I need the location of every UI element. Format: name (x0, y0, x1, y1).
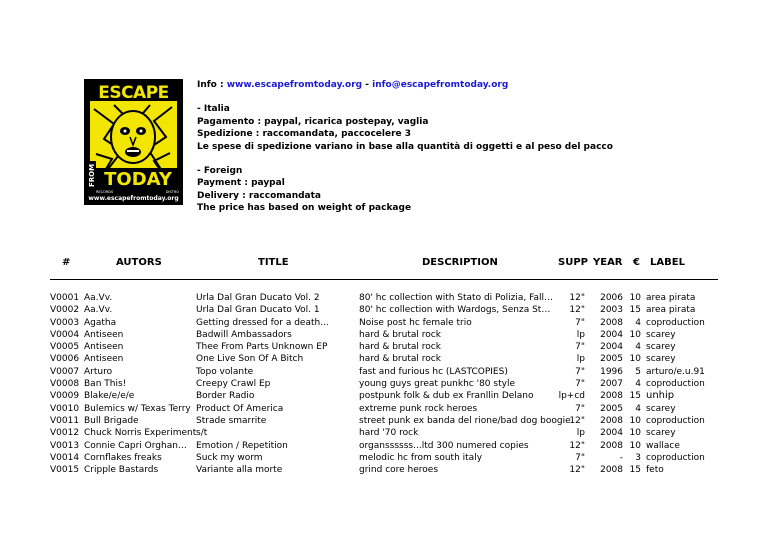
table-row (0, 440, 768, 452)
logo-from-text: FROM (88, 163, 96, 187)
table-row (0, 366, 768, 378)
row-id: V0011 (50, 415, 80, 426)
contact-line (197, 79, 613, 92)
row-id: V0009 (50, 391, 80, 402)
row-title: Urla Dal Gran Ducato Vol. 2 (196, 293, 320, 303)
row-autor: Blake/e/e/e (84, 391, 135, 402)
row-description: Noise post hc female trio (359, 317, 472, 328)
row-supp: lp+cd (558, 391, 585, 402)
row-id: V0007 (50, 366, 80, 377)
row-description: fast and furious hc (LASTCOPIES) (359, 366, 508, 377)
table-row (0, 292, 768, 304)
email-link[interactable]: info@escapefromtoday.org (372, 80, 509, 90)
row-id: V0001 (50, 293, 80, 303)
header-autors: AUTORS (116, 257, 162, 268)
row-description: young guys great punkhc '80 style (359, 379, 515, 390)
row-label: area pirata (646, 305, 696, 316)
table-row (0, 427, 768, 439)
escape-from-today-logo (84, 79, 183, 205)
row-year: 2008 (600, 317, 623, 328)
row-price: 3 (635, 452, 641, 463)
table-row (0, 415, 768, 427)
row-id: V0015 (50, 465, 80, 476)
header-title: TITLE (258, 257, 289, 268)
row-description: melodic hc from south italy (359, 452, 483, 463)
row-supp: 12" (569, 465, 585, 476)
row-supp: 7" (575, 452, 585, 463)
row-autor: Agatha (84, 317, 117, 328)
row-price: 15 (629, 465, 641, 476)
row-label: coproduction (646, 379, 705, 390)
row-year: 2006 (600, 293, 623, 303)
row-price: 4 (635, 403, 641, 414)
row-title: Emotion / Repetition (196, 440, 288, 451)
row-supp: 7" (575, 366, 585, 377)
row-description: postpunk folk & dub ex Franllin Delano (359, 391, 534, 402)
row-autor: Aa.Vv. (84, 293, 113, 303)
row-label: wallace (646, 440, 680, 451)
row-title: Strade smarrite (196, 415, 267, 426)
row-price: 4 (635, 379, 641, 390)
row-title: s/t (196, 428, 208, 439)
row-autor: Antiseen (84, 329, 124, 340)
row-id: V0003 (50, 317, 80, 328)
header-divider (50, 279, 718, 280)
row-title: Getting dressed for a death... (196, 317, 329, 328)
row-id: V0006 (50, 354, 80, 365)
row-label: area pirata (646, 293, 696, 303)
row-description: grind core heroes (359, 465, 439, 476)
row-label: scarey (646, 403, 676, 414)
row-year: 2008 (600, 465, 623, 476)
row-year: 2008 (600, 415, 623, 426)
row-title: Product Of America (196, 403, 284, 414)
header-num: # (62, 257, 71, 268)
row-title: Border Radio (196, 391, 255, 402)
row-autor: Antiseen (84, 342, 124, 353)
logo-distro-tag: DISTRO (165, 190, 179, 194)
row-price: 4 (635, 317, 641, 328)
row-autor: Bull Brigade (84, 415, 139, 426)
row-supp: 12" (569, 440, 585, 451)
row-title: Badwill Ambassadors (196, 329, 292, 340)
row-title: Topo volante (196, 366, 254, 377)
row-year: 2004 (600, 329, 623, 340)
catalog-table (0, 292, 768, 476)
foreign-payment: Payment : paypal (197, 178, 285, 188)
row-year: 2004 (600, 428, 623, 439)
row-description: 80' hc collection with Wardogs, Senza St… (359, 305, 551, 316)
table-row (0, 378, 768, 390)
row-year: 2008 (600, 440, 623, 451)
header-description: DESCRIPTION (422, 257, 498, 268)
logo-artwork (84, 79, 183, 205)
row-id: V0014 (50, 452, 80, 463)
row-label: scarey (646, 428, 676, 439)
contact-separator: - (362, 80, 373, 90)
row-id: V0013 (50, 440, 80, 451)
row-year: 2007 (600, 379, 623, 390)
row-price: 10 (629, 354, 641, 365)
row-autor: Connie Capri Orghan… (84, 440, 187, 451)
row-supp: lp (576, 329, 585, 340)
row-supp: lp (576, 428, 585, 439)
row-autor: Aa.Vv. (84, 305, 113, 316)
row-year: 2004 (600, 342, 623, 353)
row-autor: Antiseen (84, 354, 124, 365)
row-supp: 7" (575, 379, 585, 390)
row-year: 2008 (600, 391, 623, 402)
row-autor: Cornflakes freaks (84, 452, 162, 463)
row-autor: Chuck Norris Experiment (84, 428, 197, 439)
header-price: € (633, 257, 640, 268)
row-description: hard & brutal rock (359, 354, 441, 365)
row-label: coproduction (646, 317, 705, 328)
row-id: V0004 (50, 329, 80, 340)
row-id: V0010 (50, 403, 80, 414)
row-autor: Arturo (84, 366, 113, 377)
italy-payment: Pagamento : paypal, ricarica postepay, vaglia (197, 116, 429, 127)
row-supp: 12" (569, 305, 585, 316)
header-supp: SUPP (558, 257, 588, 268)
logo-url: www.escapefromtoday.org (88, 195, 179, 202)
row-title: Suck my worm (196, 452, 263, 463)
header-label: LABEL (650, 257, 685, 268)
logo-records-tag: RECORDS (96, 190, 114, 194)
row-price: 5 (635, 366, 641, 377)
header-year: YEAR (593, 257, 623, 268)
row-year: 2005 (600, 403, 623, 414)
row-year: - (619, 452, 623, 463)
row-description: hard & brutal rock (359, 329, 441, 340)
row-autor: Cripple Bastards (84, 465, 159, 476)
row-description: hard & brutal rock (359, 342, 441, 353)
row-title: Urla Dal Gran Ducato Vol. 1 (196, 305, 320, 316)
foreign-heading: - Foreign (197, 165, 243, 176)
row-supp: 7" (575, 342, 585, 353)
row-supp: 7" (575, 317, 585, 328)
logo-top-text: ESCAPE (98, 83, 169, 103)
row-title: Thee From Parts Unknown EP (196, 342, 328, 353)
row-description: extreme punk rock heroes (359, 403, 478, 414)
table-row (0, 403, 768, 415)
table-row (0, 452, 768, 464)
info-prefix: Info : (197, 80, 227, 90)
row-description: hard '70 rock (359, 428, 419, 439)
row-id: V0008 (50, 379, 80, 390)
row-title: Variante alla morte (196, 465, 283, 476)
row-label: coproduction (646, 452, 705, 463)
table-row (0, 341, 768, 353)
row-title: Creepy Crawl Ep (196, 379, 271, 390)
row-label: feto (646, 465, 664, 476)
row-year: 2005 (600, 354, 623, 365)
info-block (197, 79, 613, 215)
row-autor: Ban This! (84, 379, 127, 390)
row-year: 2003 (600, 305, 623, 316)
row-price: 10 (629, 293, 641, 303)
row-id: V0005 (50, 342, 80, 353)
row-description: organssssss...ltd 300 numered copies (359, 440, 529, 451)
foreign-delivery: Delivery : raccomandata (197, 190, 322, 201)
row-price: 10 (629, 440, 641, 451)
italy-heading: - Italia (197, 104, 230, 114)
row-description: street punk ex banda del rione/bad dog boogie (359, 415, 571, 426)
row-description: 80' hc collection with Stato di Polizia, Fall… (359, 293, 553, 303)
row-label: unhip (646, 390, 675, 402)
row-id: V0012 (50, 428, 80, 439)
table-row (0, 353, 768, 365)
row-year: 1996 (600, 366, 623, 377)
row-label: scarey (646, 354, 676, 365)
logo-bottom-text: TODAY (104, 169, 172, 190)
row-supp: 7" (575, 403, 585, 414)
row-supp: 12" (569, 293, 585, 303)
table-row (0, 464, 768, 476)
foreign-price-note: The price has based on weight of package (197, 203, 412, 213)
italy-shipping: Spedizione : raccomandata, paccocelere 3 (197, 129, 412, 139)
table-row (0, 329, 768, 341)
row-title: One Live Son Of A Bitch (196, 354, 304, 365)
row-label: scarey (646, 342, 676, 353)
row-label: arturo/e.u.91 (646, 366, 705, 377)
row-price: 15 (629, 305, 641, 316)
row-price: 4 (635, 342, 641, 353)
row-label: coproduction (646, 415, 705, 426)
row-price: 10 (629, 415, 641, 426)
website-link[interactable]: www.escapefromtoday.org (226, 80, 363, 90)
row-label: scarey (646, 329, 676, 340)
table-row (0, 390, 768, 402)
row-autor: Bulemics w/ Texas Terry (84, 403, 191, 414)
row-id: V0002 (50, 305, 80, 316)
row-price: 10 (629, 329, 641, 340)
row-price: 15 (629, 391, 641, 402)
row-supp: 12" (569, 415, 585, 426)
table-row (0, 317, 768, 329)
row-supp: lp (576, 354, 585, 365)
italy-shipping-note: Le spese di spedizione variano in base alla quantità di oggetti e al peso del pacco (197, 141, 613, 152)
row-price: 10 (629, 428, 641, 439)
table-row (0, 304, 768, 316)
